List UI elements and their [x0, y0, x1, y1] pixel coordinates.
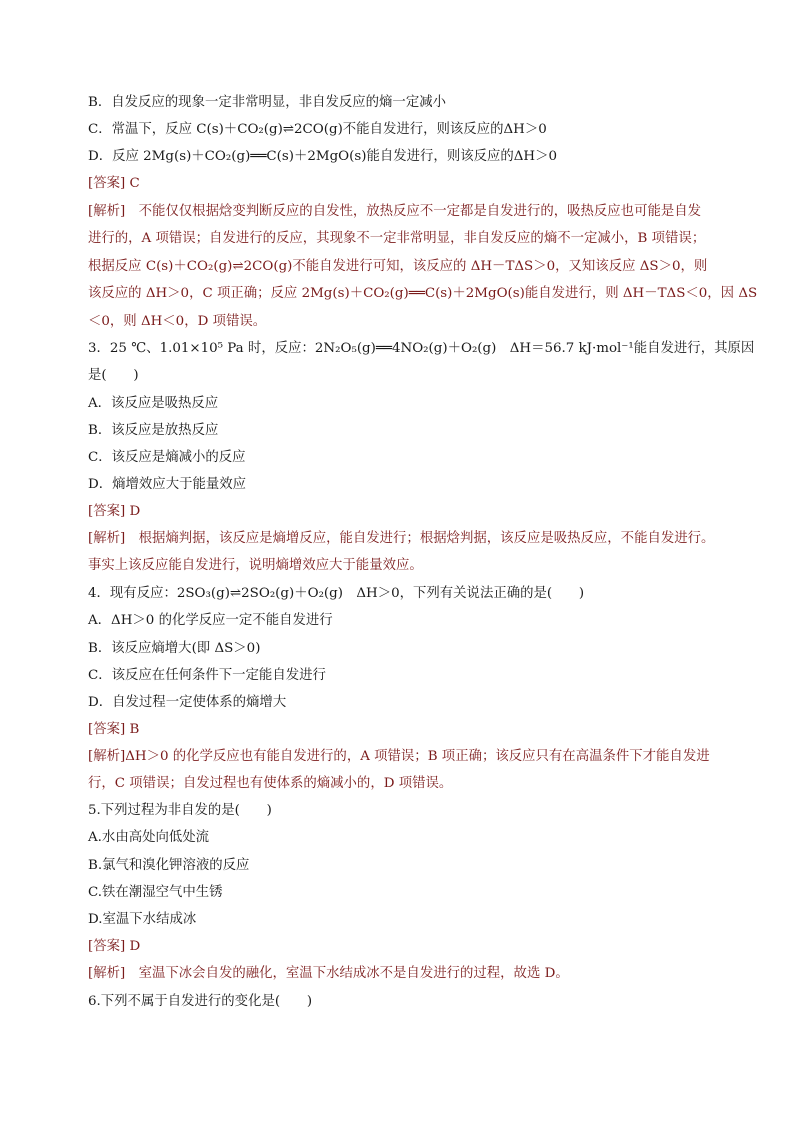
q3-stem-line-2: 是( )	[88, 368, 139, 383]
q3-option-c: C．该反应是熵减小的反应	[88, 450, 246, 465]
q3-option-b: B．该反应是放热反应	[88, 423, 219, 438]
q5-answer: [答案] D	[88, 939, 141, 954]
q2-analysis-line-5: ＜0，则 ΔH＜0，D 项错误。	[88, 314, 267, 329]
q3-answer: [答案] D	[88, 504, 141, 519]
q4-option-a: A．ΔH＞0 的化学反应一定不能自发进行	[88, 613, 333, 628]
q5-option-b: B.氯气和溴化钾溶液的反应	[88, 858, 250, 873]
q2-option-c: C．常温下，反应 C(s)＋CO₂(g)⇌2CO(g)不能自发进行，则该反应的ΔH＞0	[88, 122, 547, 137]
q2-option-d: D．反应 2Mg(s)＋CO₂(g)══C(s)＋2MgO(s)能自发进行，则该反应的ΔH＞0	[88, 149, 558, 164]
q4-analysis-line-2: 行，C 项错误；自发过程也有使体系的熵减小的，D 项错误。	[88, 776, 453, 791]
q2-answer: [答案] C	[88, 176, 140, 191]
q3-option-a: A．该反应是吸热反应	[88, 396, 219, 411]
q3-option-d: D．熵增效应大于能量效应	[88, 477, 247, 492]
q4-stem: 4．现有反应：2SO₃(g)⇌2SO₂(g)＋O₂(g) ΔH＞0，下列有关说法正确的是( )	[88, 586, 585, 601]
q6-stem: 6.下列不属于自发进行的变化是( )	[88, 994, 313, 1009]
q5-stem: 5.下列过程为非自发的是( )	[88, 803, 272, 818]
q3-analysis-line-2: 事实上该反应能自发进行，说明熵增效应大于能量效应。	[88, 558, 423, 573]
q4-analysis-line-1: [解析]ΔH＞0 的化学反应也有能自发进行的，A 项错误；B 项正确；该反应只有在高温条件下才能自发进	[88, 749, 710, 764]
q4-option-c: C．该反应在任何条件下一定能自发进行	[88, 668, 326, 683]
q3-analysis-line-1: [解析] 根据熵判据，该反应是熵增反应，能自发进行；根据焓判据，该反应是吸热反应，不能自发进行。	[88, 531, 715, 546]
q5-analysis: [解析] 室温下冰会自发的融化，室温下水结成冰不是自发进行的过程，故选 D。	[88, 966, 569, 981]
q4-option-d: D．自发过程一定使体系的熵增大	[88, 695, 287, 710]
q4-option-b: B．该反应熵增大(即 ΔS＞0)	[88, 641, 261, 656]
q2-option-b: B．自发反应的现象一定非常明显，非自发反应的熵一定减小	[88, 95, 446, 110]
q5-option-c: C.铁在潮湿空气中生锈	[88, 885, 223, 900]
q2-analysis-line-4: 该反应的 ΔH＞0，C 项正确；反应 2Mg(s)＋CO₂(g)══C(s)＋2MgO(s)能自发进行，则 ΔH－TΔS＜0，因 ΔS	[88, 286, 758, 301]
q5-option-d: D.室温下水结成冰	[88, 912, 197, 927]
q2-analysis-line-1: [解析] 不能仅仅根据焓变判断反应的自发性，放热反应不一定都是自发进行的，吸热反应也可能是自发	[88, 204, 702, 219]
q4-answer: [答案] B	[88, 722, 140, 737]
q3-stem-line-1: 3．25 ℃、1.01×10⁵ Pa 时，反应：2N₂O₅(g)══4NO₂(g)＋O₂(g) ΔH＝56.7 kJ·mol⁻¹能自发进行，其原因	[88, 341, 755, 356]
q2-analysis-line-3: 根据反应 C(s)＋CO₂(g)⇌2CO(g)不能自发进行可知，该反应的 ΔH－TΔS＞0，又知该反应 ΔS＞0，则	[88, 259, 708, 274]
q2-analysis-line-2: 进行的，A 项错误；自发进行的反应，其现象不一定非常明显，非自发反应的熵不一定减小，B 项错误；	[88, 231, 706, 246]
q5-option-a: A.水由高处向低处流	[88, 830, 210, 845]
